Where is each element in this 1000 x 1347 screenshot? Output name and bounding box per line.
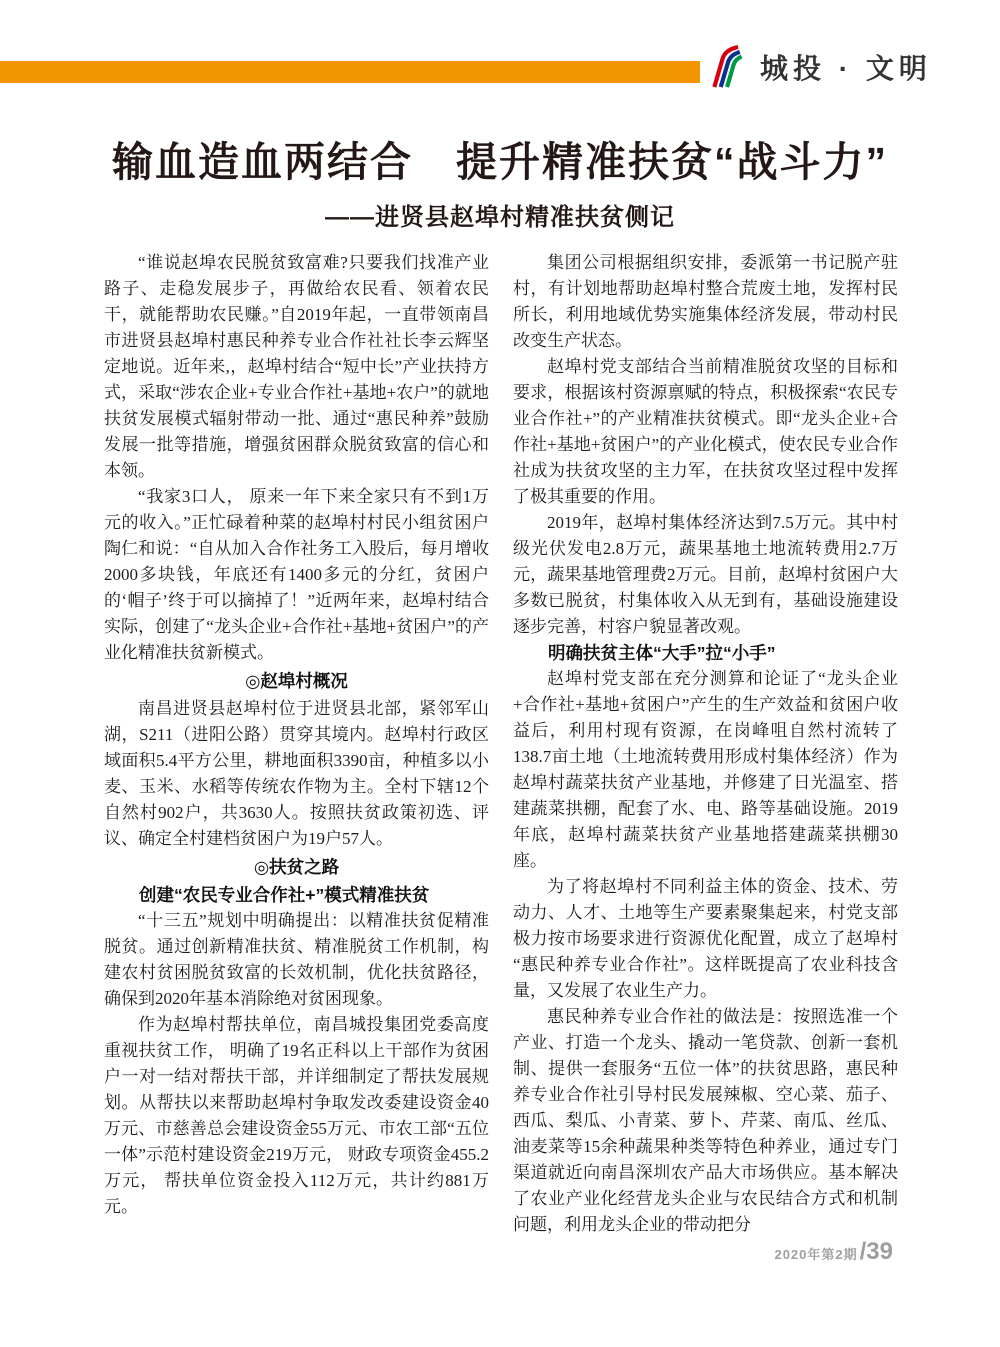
paragraph: 作为赵埠村帮扶单位，南昌城投集团党委高度重视扶贫工作， 明确了19名正科以上干部作为贫困户一对一结对帮扶干部，并详细制定了帮扶发展规划。从帮扶以来帮助赵埠村争取发改委建设资金40万元、市慈善总会建设资金55万元、市农工部“五位一体”示范村建设资金219万元， 财政专项资金455.2万元， 帮扶单位资金投入112万元，共计约881万元。	[104, 1015, 489, 1216]
article-subtitle: ——进贤县赵埠村精准扶贫侧记	[325, 204, 675, 231]
page-number: /39	[859, 1238, 893, 1265]
paragraph: “谁说赵埠农民脱贫致富难?只要我们找准产业路子、走稳发展步子，再做给农民看、领着农民干，就能帮助农民赚。”自2019年起，一直带领南昌市进贤县赵埠村惠民种养专业合作社社长李云辉坚定地说。近年来,，赵埠村结合“短中长”产业扶持方式，采取“涉农企业+专业合作社+基地+农户”的就地扶贫发展模式辐射带动一批、通过“惠民种养”鼓励发展一批等措施，增强贫困群众脱贫致富的信心和本领。	[104, 253, 489, 480]
brand-swoosh-icon	[708, 45, 748, 89]
paragraph: “我家3口人， 原来一年下来全家只有不到1万元的收入。”正忙碌着种菜的赵埠村村民小组贫困户陶仁和说：“自从加入合作社务工入股后，每月增收2000多块钱，年底还有1400多元的分红，贫困户的‘帽子’终于可以摘掉了！”近两年来，赵埠村结合实际，创建了“龙头企业+合作社+基地+贫困户”的产业化精准扶贫新模式。	[104, 487, 489, 662]
paragraph: 为了将赵埠村不同利益主体的资金、技术、劳动力、人才、土地等生产要素聚集起来，村党支部极力按市场要求进行资源优化配置，成立了赵埠村“惠民种养专业合作社”。这样既提高了农业科技含量，又发展了农业生产力。	[513, 877, 898, 1000]
sub-heading: 创建“农民专业合作社+”模式精准扶贫	[139, 885, 430, 905]
article-body	[104, 250, 898, 1238]
issue-label: 2020年第2期	[774, 1247, 858, 1262]
paragraph: 赵埠村党支部在充分测算和论证了“龙头企业+合作社+基地+贫困户”产生的生产效益和贫困户收益后，利用村现有资源，在岗峰咀自然村流转了138.7亩土地（土地流转费用形成村集体经济）作为赵埠村蔬菜扶贫产业基地，并修建了日光温室、搭建蔬菜拱棚，配套了水、电、路等基础设施。2019年底，赵埠村蔬菜扶贫产业基地搭建蔬菜拱棚30座。	[513, 669, 898, 870]
section-heading: ◎扶贫之路	[253, 857, 340, 877]
right-column	[513, 250, 898, 1238]
brand	[708, 44, 932, 90]
paragraph: 南昌进贤县赵埠村位于进贤县北部，紧邻军山湖，S211（进阳公路）贯穿其境内。赵埠村行政区域面积5.4平方公里，耕地面积3390亩，种植多以小麦、玉米、水稻等传统农作物为主。全村下辖12个自然村902户，共3630人。按照扶贫政策初选、评议、确定全村建档贫困户为19户57人。	[104, 699, 489, 848]
paragraph: 2019年，赵埠村集体经济达到7.5万元。其中村级光伏发电2.8万元，蔬果基地土地流转费用2.7万元，蔬果基地管理费2万元。目前，赵埠村贫困户大多数已脱贫，村集体收入从无到有，基础设施建设逐步完善，村容户貌显著改观。	[513, 513, 898, 636]
paragraph: 集团公司根据组织安排，委派第一书记脱产驻村，有计划地帮助赵埠村整合荒废土地，发挥村民所长，利用地域优势实施集体经济发展，带动村民改变生产状态。	[513, 253, 898, 350]
left-column	[104, 250, 489, 1238]
paragraph: 赵埠村党支部结合当前精准脱贫攻坚的目标和要求，根据该村资源禀赋的特点，积极探索“农民专业合作社+”的产业精准扶贫模式。即“龙头企业+合作社+基地+贫困户”的产业化模式，使农民专业合作社成为扶贫攻坚的主力军，在扶贫攻坚过程中发挥了极其重要的作用。	[513, 357, 898, 506]
paragraph: “十三五”规划中明确提出：以精准扶贫促精准脱贫。通过创新精准扶贫、精准脱贫工作机制，构建农村贫困脱贫致富的长效机制，优化扶贫路径， 确保到2020年基本消除绝对贫困现象。	[104, 911, 489, 1008]
page-footer	[774, 1238, 893, 1266]
header-orange-rule	[0, 61, 700, 83]
brand-title: 城投 · 文明	[760, 53, 932, 84]
article-title: 输血造血两结合 提升精准扶贫“战斗力”	[112, 139, 888, 185]
paragraph: 惠民种养专业合作社的做法是：按照选准一个产业、打造一个龙头、撬动一笔贷款、创新一套机制、提供一套服务“五位一体”的扶贫思路，惠民种养专业合作社引导村民发展辣椒、空心菜、茄子、西瓜、梨瓜、小青菜、萝卜、芹菜、南瓜、丝瓜、油麦菜等15余种蔬果种类等特色种养业，通过专门渠道就近向南昌深圳农产品大市场供应。基本解决了农业产业化经营龙头企业与农民结合方式和机制问题，利用龙头企业的带动把分	[513, 1007, 898, 1234]
sub-heading: 明确扶贫主体“大手”拉“小手”	[548, 643, 776, 663]
section-heading: ◎赵埠村概况	[245, 671, 348, 691]
